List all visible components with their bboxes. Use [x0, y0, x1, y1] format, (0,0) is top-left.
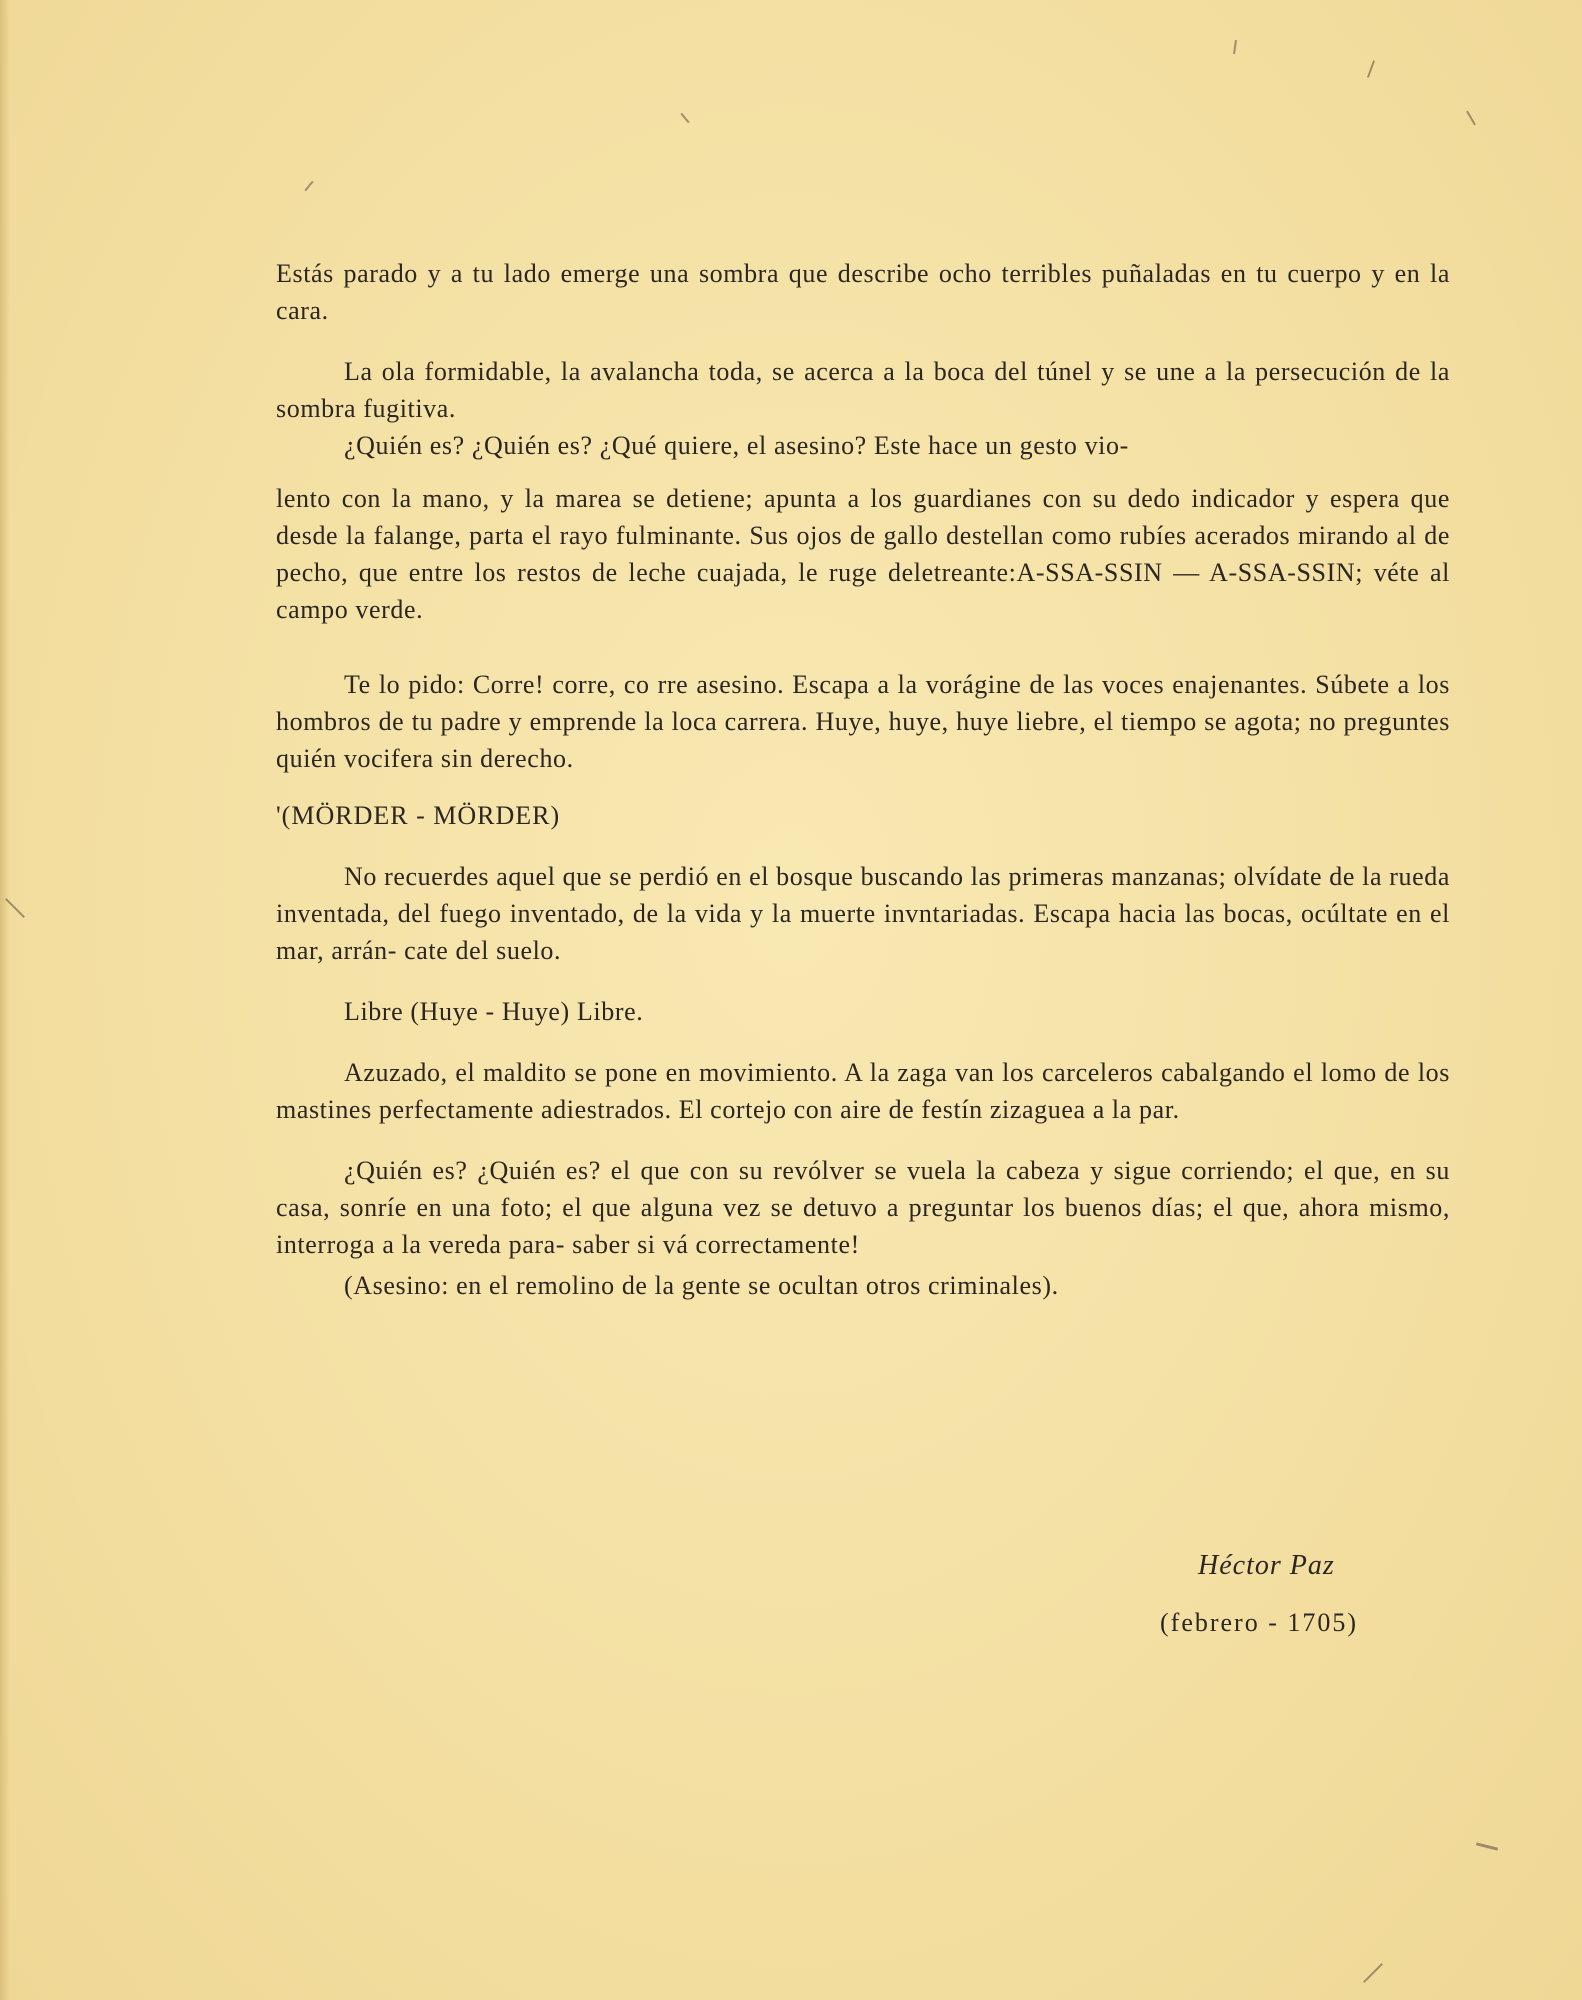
date-line: (febrero - 1705): [1160, 1608, 1359, 1637]
paper-speck: [1476, 1842, 1498, 1850]
paper-speck: [1367, 60, 1375, 78]
paragraph-1: Estás parado y a tu lado emerge una sombra que describe ocho terribles puñaladas en tu cuerpo y en la cara.: [276, 259, 1450, 325]
paragraph-8: Azuzado, el maldito se pone en movimiento. A la zaga van los carceleros cabalgando el lomo de los mastines perfectamente adiestrados. El cortejo con aire de festín zizaguea a la par.: [276, 1058, 1450, 1124]
paragraph-7: Libre (Huye - Huye) Libre.: [344, 997, 644, 1026]
paper-speck: [680, 113, 689, 123]
paragraph-4: lento con la mano, y la marea se detiene; apunta a los guardianes con su dedo indicador y espera que desde la falange, parta el rayo fulminante. Sus ojos de gallo destellan como rubíes acerados mirando al de pecho, que entre los restos de leche cuajada, le ruge deletreante:A-SSA-SSIN — A-SSA-SSIN; véte al campo verde.: [276, 484, 1450, 624]
document-body: [276, 255, 1450, 1304]
page-edge-shadow: [0, 0, 10, 2000]
exclamation-line: '(MÖRDER - MÖRDER): [276, 801, 561, 830]
paper-speck: [1363, 1963, 1383, 1983]
paper-speck: [1233, 40, 1237, 54]
paragraph-2: La ola formidable, la avalancha toda, se acerca a la boca del túnel y se une a la persecución de la sombra fugitiva.: [276, 357, 1450, 423]
paragraph-6: No recuerdes aquel que se perdió en el bosque buscando las primeras manzanas; olvídate de la rueda inventada, del fuego inventado, de la vida y la muerte invntariadas. Escapa hacia las bocas, ocúltate en el mar, arrán- cate del suelo.: [276, 862, 1450, 965]
author-signature: Héctor Paz: [1198, 1550, 1335, 1581]
paper-speck: [304, 181, 313, 191]
paragraph-10: (Asesino: en el remolino de la gente se ocultan otros criminales).: [344, 1271, 1059, 1300]
paragraph-3: ¿Quién es? ¿Quién es? ¿Qué quiere, el asesino? Este hace un gesto vio-: [344, 431, 1129, 460]
paragraph-5: Te lo pido: Corre! corre, co rre asesino. Escapa a la vorágine de las voces enajenantes. Súbete a los hombros de tu padre y emprende la loca carrera. Huye, huye, huye liebre, el tiempo se agota; no preguntes quién vocifera sin derecho.: [276, 670, 1450, 773]
paper-speck: [1466, 111, 1476, 126]
paragraph-9: ¿Quién es? ¿Quién es? el que con su revólver se vuela la cabeza y sigue corriendo; el que, en su casa, sonríe en una foto; el que alguna vez se detuvo a preguntar los buenos días; el que, ahora mismo, interroga a la vereda para- saber si vá correctamente!: [276, 1156, 1450, 1259]
